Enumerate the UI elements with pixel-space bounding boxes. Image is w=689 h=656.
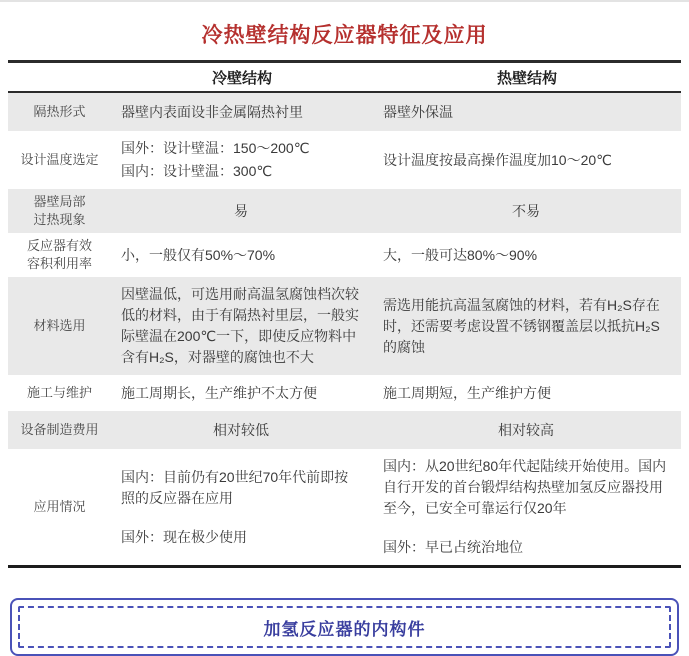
cold-wall-cell	[111, 131, 373, 189]
hot-wall-cell-text: 器壁外保温	[383, 103, 453, 120]
row-label-line: 设计温度选定	[20, 152, 99, 167]
table-row	[8, 189, 681, 233]
table-row	[8, 131, 681, 189]
row-label-line: 材料选用	[33, 318, 86, 333]
cold-wall-cell-text: 因壁温低，可选用耐高温氢腐蚀档次较低的材料，由于有隔热衬里层，一般实际壁温在200℃一下，即使反应物料中含有H₂S，对器壁的腐蚀也不大	[121, 286, 359, 365]
hot-wall-cell	[373, 238, 681, 273]
table-row	[8, 277, 681, 375]
header-cell-cold-wall: 冷壁结构	[211, 69, 272, 87]
cold-wall-cell-text: 小，一般仅有50%～70%	[121, 246, 276, 263]
table-row	[8, 93, 681, 131]
cold-wall-cell-text: 器壁内表面设非金属隔热衬里	[121, 103, 303, 120]
cold-wall-cell	[111, 95, 373, 130]
hot-wall-cell	[373, 194, 681, 229]
table-row	[8, 233, 681, 277]
cold-wall-cell	[111, 460, 373, 555]
cold-wall-cell-text: 国外：现在极少使用	[121, 528, 247, 545]
row-label	[8, 313, 111, 339]
reactor-comparison-table	[8, 60, 681, 568]
hot-wall-cell-text: 设计温度按最高操作温度加10～20℃	[383, 151, 612, 168]
hot-wall-cell	[373, 143, 681, 178]
hot-wall-cell	[373, 95, 681, 130]
header-cell-hot-wall: 热壁结构	[496, 69, 557, 87]
next-section-title: 加氢反应器的内构件	[263, 619, 426, 639]
row-label-line: 反应器有效	[26, 238, 92, 253]
cold-wall-cell	[111, 413, 373, 448]
hot-wall-cell-text: 大，一般可达80%～90%	[383, 246, 538, 263]
next-section-banner-inner	[18, 606, 671, 648]
table-row	[8, 449, 681, 565]
table-row	[8, 375, 681, 411]
cold-wall-cell-text: 国外：设计壁温：150～200℃	[121, 140, 310, 156]
hot-wall-cell-text: 相对较高	[498, 421, 554, 438]
cold-wall-cell	[111, 238, 373, 273]
row-label	[8, 494, 111, 520]
hot-wall-cell	[373, 288, 681, 365]
hot-wall-cell-text: 国外：早已占统治地位	[383, 539, 523, 555]
cold-wall-cell-text: 国内：目前仍有20世纪70年代前即按照的反应器在应用	[121, 468, 349, 506]
hot-wall-cell-text: 需选用能抗高温氢腐蚀的材料，若有H₂S存在时，还需要考虑设置不锈钢覆盖层以抵抗H₂S的腐蚀	[383, 296, 660, 355]
table-body	[8, 93, 681, 565]
cold-wall-cell-text: 相对较低	[213, 421, 269, 438]
row-label	[8, 99, 111, 125]
row-label	[8, 147, 111, 173]
cold-wall-cell	[111, 277, 373, 375]
hot-wall-cell	[373, 449, 681, 565]
row-label-line: 施工与维护	[26, 385, 92, 400]
row-label	[8, 417, 111, 443]
cold-wall-cell-text: 施工周期长，生产维护不太方便	[121, 384, 317, 401]
hot-wall-cell	[373, 413, 681, 448]
row-label-line: 设备制造费用	[20, 422, 99, 437]
row-label-line: 器壁局部	[33, 194, 86, 209]
hot-wall-cell	[373, 376, 681, 411]
row-label-line: 应用情况	[33, 499, 86, 514]
cold-wall-cell-text: 易	[234, 202, 248, 219]
table-row	[8, 411, 681, 449]
cold-wall-cell	[111, 376, 373, 411]
cold-wall-cell	[111, 194, 373, 229]
row-label	[8, 189, 111, 233]
cold-wall-cell-text: 国内：设计壁温：300℃	[121, 163, 273, 179]
row-label	[8, 233, 111, 277]
row-label-line: 隔热形式	[33, 104, 86, 119]
table-header-row	[8, 63, 681, 93]
row-label-line: 容积利用率	[26, 256, 92, 271]
next-section-banner[interactable]	[10, 598, 679, 656]
hot-wall-cell-text: 施工周期短，生产维护方便	[383, 384, 551, 401]
row-label-line: 过热现象	[33, 212, 86, 227]
hot-wall-cell-text: 不易	[512, 202, 540, 219]
row-label	[8, 380, 111, 406]
hot-wall-cell-text: 国内：从20世纪80年代起陆续开始使用。国内自行开发的首台锻焊结构热壁加氢反应器投用至今，已安全可靠运行仅20年	[383, 458, 667, 516]
page-title: 冷热壁结构反应器特征及应用	[201, 24, 488, 47]
